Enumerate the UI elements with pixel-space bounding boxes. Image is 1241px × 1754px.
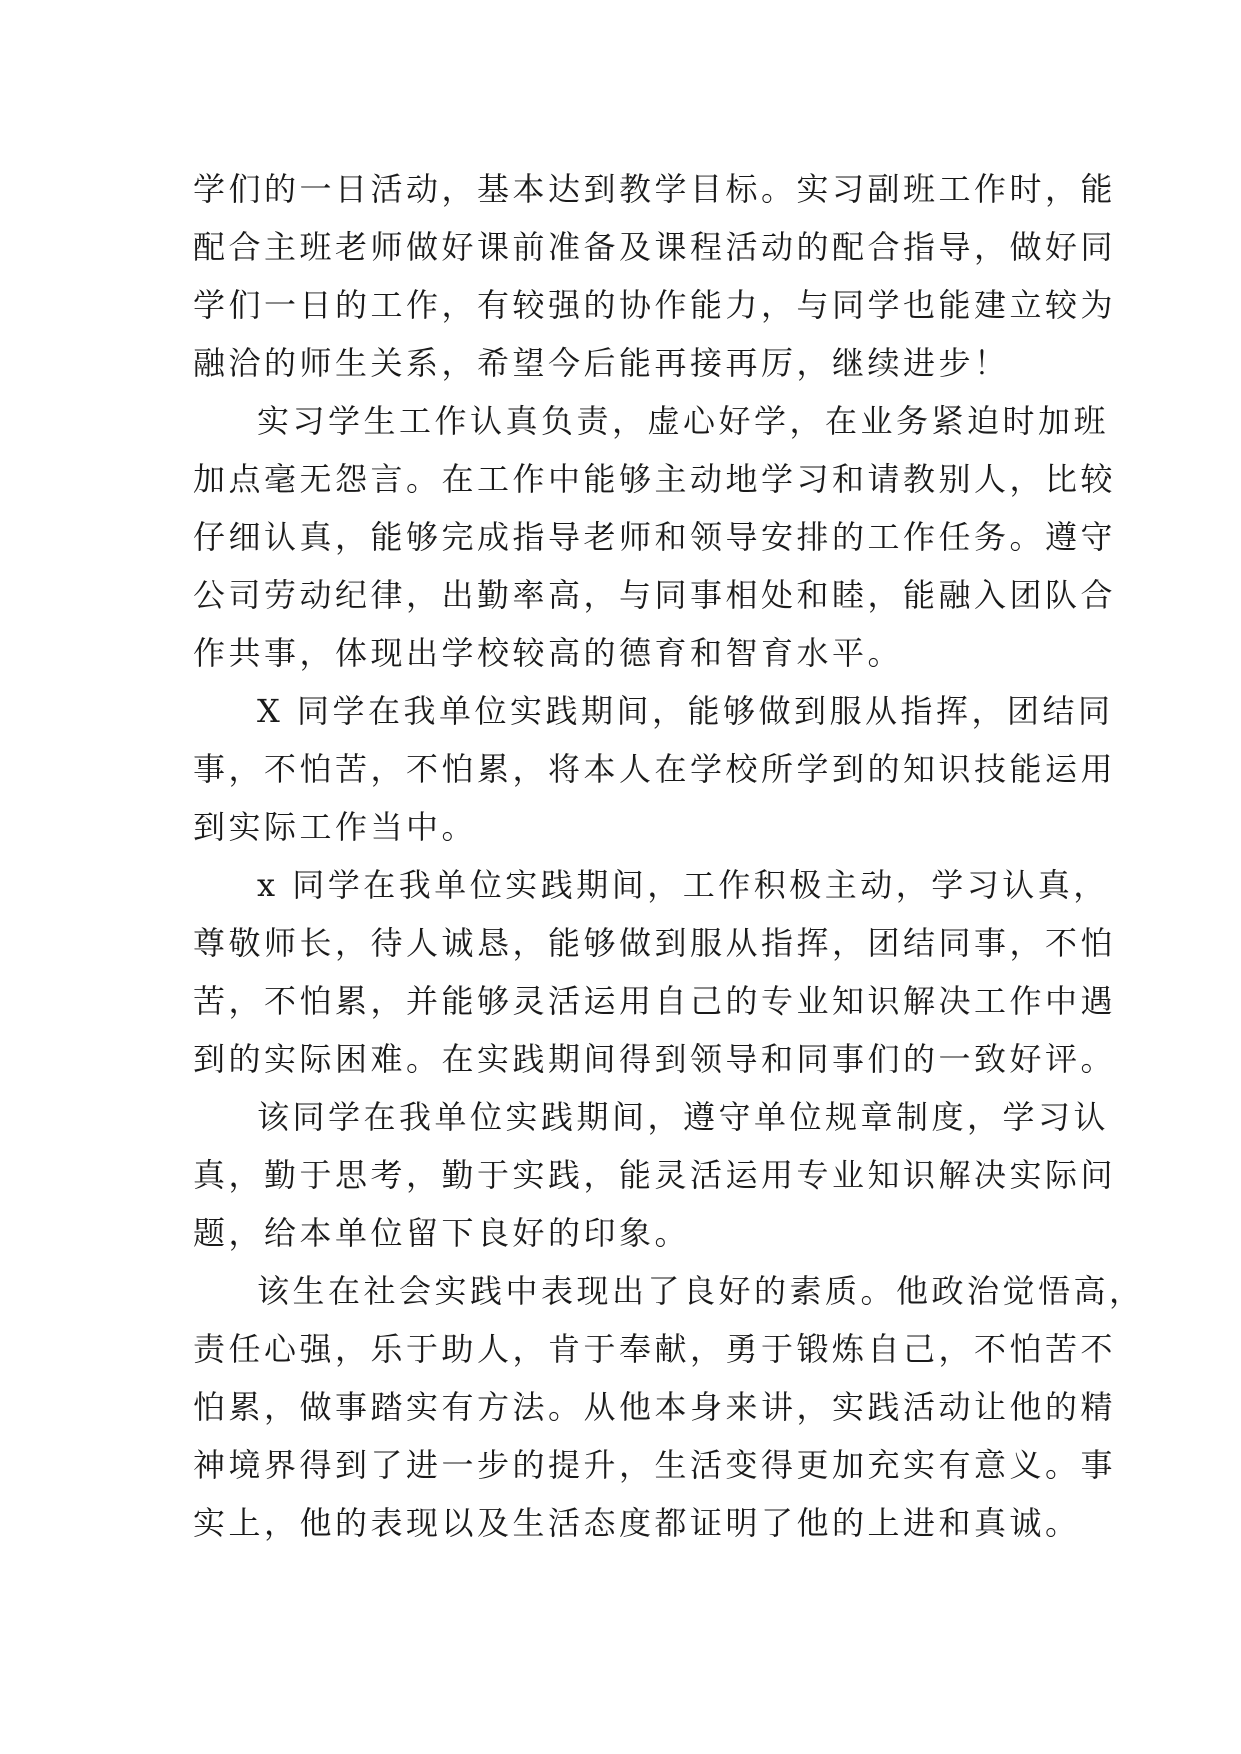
paragraph-line: 怕累，做事踏实有方法。从他本身来讲，实践活动让他的精 bbox=[193, 1388, 1117, 1426]
paragraph-5 bbox=[193, 1088, 1117, 1262]
paragraph-line: 神境界得到了进一步的提升，生活变得更加充实有意义。事 bbox=[193, 1446, 1117, 1484]
paragraph-line: 加点毫无怨言。在工作中能够主动地学习和请教别人，比较 bbox=[193, 460, 1117, 498]
paragraph-line: 事，不怕苦，不怕累，将本人在学校所学到的知识技能运用 bbox=[193, 750, 1117, 788]
paragraph-4 bbox=[193, 856, 1117, 1088]
paragraph-line: 真，勤于思考，勤于实践，能灵活运用专业知识解决实际问 bbox=[193, 1156, 1117, 1194]
paragraph-2 bbox=[193, 392, 1117, 682]
paragraph-6 bbox=[193, 1262, 1145, 1552]
paragraph-line: 仔细认真，能够完成指导老师和领导安排的工作任务。遵守 bbox=[193, 518, 1117, 556]
paragraph-line: 该生在社会实践中表现出了良好的素质。他政治觉悟高， bbox=[257, 1272, 1145, 1310]
paragraph-line: X 同学在我单位实践期间，能够做到服从指挥，团结同 bbox=[257, 692, 1114, 730]
paragraph-line: 实习学生工作认真负责，虚心好学，在业务紧迫时加班 bbox=[257, 402, 1110, 440]
paragraph-line: 融洽的师生关系，希望今后能再接再厉，继续进步！ bbox=[193, 344, 1010, 382]
paragraph-line: 苦，不怕累，并能够灵活运用自己的专业知识解决工作中遇 bbox=[193, 982, 1117, 1020]
paragraph-line: x 同学在我单位实践期间，工作积极主动，学习认真， bbox=[257, 866, 1109, 904]
paragraph-line: 责任心强，乐于助人，肯于奉献，勇于锻炼自己，不怕苦不 bbox=[193, 1330, 1117, 1368]
paragraph-line: 到的实际困难。在实践期间得到领导和同事们的一致好评。 bbox=[193, 1040, 1117, 1078]
paragraph-line: 配合主班老师做好课前准备及课程活动的配合指导，做好同 bbox=[193, 228, 1117, 266]
paragraph-line: 作共事，体现出学校较高的德育和智育水平。 bbox=[193, 634, 904, 672]
document-body bbox=[193, 160, 1145, 1552]
paragraph-line: 实上，他的表现以及生活态度都证明了他的上进和真诚。 bbox=[193, 1504, 1081, 1542]
paragraph-line: 学们的一日活动，基本达到教学目标。实习副班工作时，能 bbox=[193, 170, 1117, 208]
paragraph-line: 题，给本单位留下良好的印象。 bbox=[193, 1214, 691, 1252]
paragraph-line: 到实际工作当中。 bbox=[193, 808, 478, 846]
paragraph-line: 尊敬师长，待人诚恳，能够做到服从指挥，团结同事，不怕 bbox=[193, 924, 1117, 962]
paragraph-1 bbox=[193, 160, 1117, 392]
paragraph-line: 公司劳动纪律，出勤率高，与同事相处和睦，能融入团队合 bbox=[193, 576, 1117, 614]
paragraph-line: 该同学在我单位实践期间，遵守单位规章制度，学习认 bbox=[257, 1098, 1110, 1136]
paragraph-3 bbox=[193, 682, 1117, 856]
paragraph-line: 学们一日的工作，有较强的协作能力，与同学也能建立较为 bbox=[193, 286, 1117, 324]
